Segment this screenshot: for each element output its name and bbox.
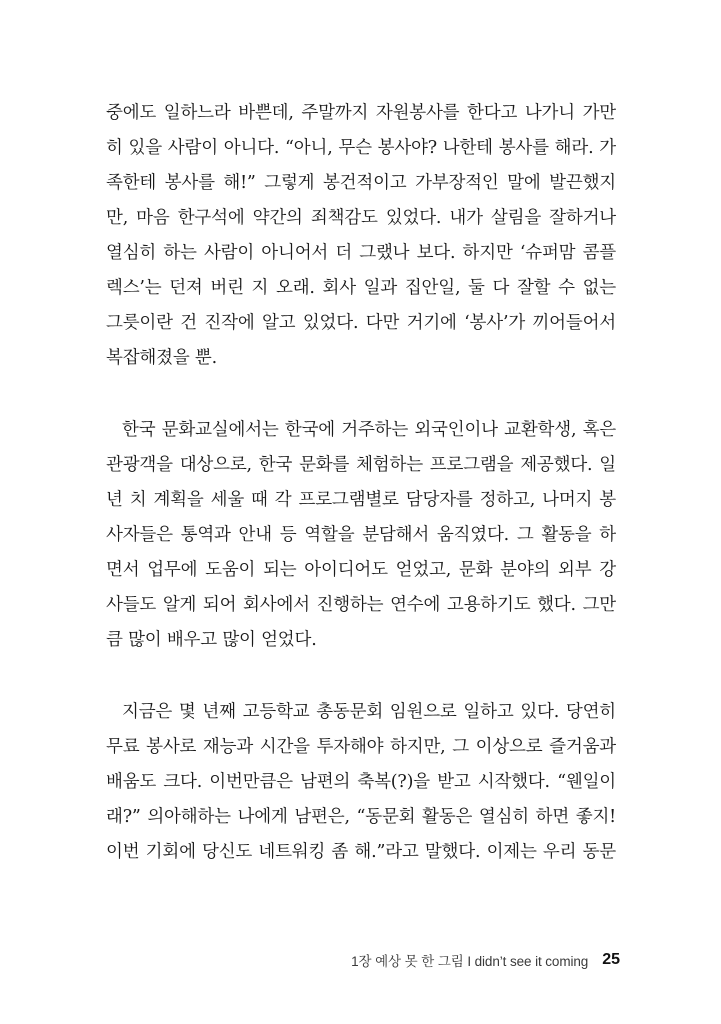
text-line: 중에도 일하느라 바쁜데, 주말까지 자원봉사를 한다고 나가니 가만 [106, 103, 616, 123]
text-line: 히 있을 사람이 아니다. “아니, 무슨 봉사야? 나한테 봉사를 해라. 가 [106, 138, 616, 158]
text-line: 무료 봉사로 재능과 시간을 투자해야 하지만, 그 이상으로 즐거움과 [106, 737, 616, 757]
text-line: 족한테 봉사를 해!” 그렇게 봉건적이고 가부장적인 말에 발끈했지 [106, 173, 616, 193]
text-line: 만, 마음 한구석에 약간의 죄책감도 있었다. 내가 살림을 잘하거나 [106, 208, 616, 228]
text-line: 복잡해졌을 뿐. [106, 348, 217, 368]
page-footer [351, 948, 620, 972]
text-line: 그릇이란 건 진작에 알고 있었다. 다만 거기에 ‘봉사’가 끼어들어서 [106, 313, 616, 333]
text-line: 면서 업무에 도움이 되는 아이디어도 얻었고, 문화 분야의 외부 강 [106, 560, 616, 580]
text-line: 년 치 계획을 세울 때 각 프로그램별로 담당자를 정하고, 나머지 봉 [106, 490, 616, 510]
text-line: 사자들은 통역과 안내 등 역할을 분담해서 움직였다. 그 활동을 하 [106, 525, 616, 545]
body-text [106, 96, 616, 870]
page-number: 25 [602, 951, 620, 968]
text-line: 래?” 의아해하는 나에게 남편은, “동문회 활동은 열심히 하면 좋지! [106, 807, 616, 827]
text-line: 관광객을 대상으로, 한국 문화를 체험하는 프로그램을 제공했다. 일 [106, 455, 616, 475]
paragraph-3 [106, 695, 616, 870]
paragraph-1 [106, 96, 616, 376]
text-line: 지금은 몇 년째 고등학교 총동문회 임원으로 일하고 있다. 당연히 [122, 702, 616, 722]
text-line: 열심히 하는 사람이 아니어서 더 그랬나 보다. 하지만 ‘슈퍼맘 콤플 [106, 243, 616, 263]
text-line: 이번 기회에 당신도 네트워킹 좀 해.”라고 말했다. 이제는 우리 동문 [106, 842, 616, 862]
text-line: 큼 많이 배우고 많이 얻었다. [106, 630, 317, 650]
paragraph-2 [106, 413, 616, 658]
text-line: 한국 문화교실에서는 한국에 거주하는 외국인이나 교환학생, 혹은 [122, 420, 616, 440]
text-line: 사들도 알게 되어 회사에서 진행하는 연수에 고용하기도 했다. 그만 [106, 595, 616, 615]
text-line: 렉스’는 던져 버린 지 오래. 회사 일과 집안일, 둘 다 잘할 수 없는 [106, 278, 616, 298]
text-line: 배움도 크다. 이번만큼은 남편의 축복(?)을 받고 시작했다. “웬일이 [106, 772, 616, 792]
running-head: 1장 예상 못 한 그림 I didn’t see it coming [351, 954, 589, 969]
